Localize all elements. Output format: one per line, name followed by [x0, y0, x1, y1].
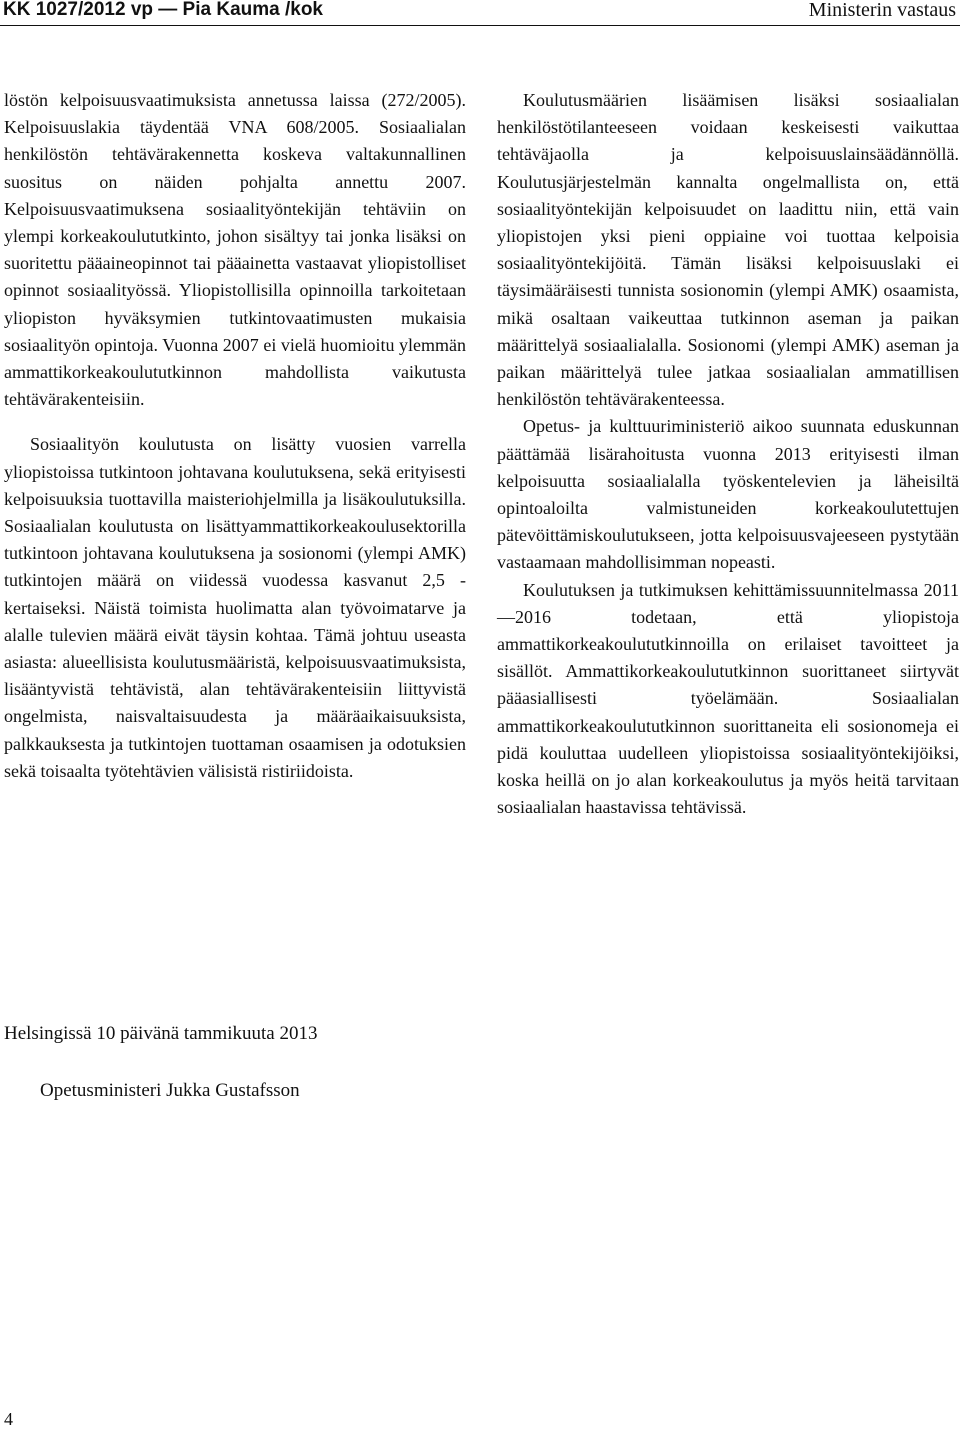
body-paragraph: Koulutuksen ja tutkimuksen kehittämissuunnitelmassa 2011—2016 todetaan, että yliopistoja ammattikorkeakoulututkinnoilla on erilaiset tavoitteet ja sisällöt. Ammattikorkeakoulututkinnon suorittaneet siirtyvät pääasiallisesti työelämään. Sosiaalialan ammattikorkeakoulututkinnon suorittaneita eli sosionomeja ei pidä kouluttaa uudelleen yliopistoissa sosiaalityöntekijöiksi, koska heillä on jo alan korkeakoulutus ja myös heitä tarvitaan sosiaalialan haastavissa tehtävissä. [497, 579, 959, 818]
body-paragraph: Koulutusmäärien lisäämisen lisäksi sosiaalialan henkilöstötilanteeseen voidaan keskeisesti vaikuttaa tehtäväjaolla ja kelpoisuuslainsäädännöllä. Koulutusjärjestelmän kannalta ongelmallista on, että sosiaalityöntekijän kelpoisuudet on laadittu niin, että vain yliopistojen yksi pieni oppiaine voi tuottaa kelpoisia sosiaalityöntekijöitä. Tämän lisäksi kelpoisuuslaki ei täysimääräisesti tunnista sosionomin (ylempi AMK) osaamista, mikä osaltaan vaikeuttaa tutkinnon aseman ja paikan määrittelyä sosiaalialalla. Sosionomi (ylempi AMK) aseman ja paikan määrittelyä tulee jatkaa sosiaalialan ammatillisen henkilöstön tehtävärakenteessa. [497, 90, 959, 410]
document-reference: KK 1027/2012 vp — Pia Kauma /kok [3, 0, 323, 20]
page-header [0, 0, 960, 24]
left-column [4, 87, 466, 785]
body-paragraph: Sosiaalityön koulutusta on lisätty vuosien varrella yliopistoissa tutkintoon johtavana koulutuksena, sekä erityisesti kelpoisuuksia tuottavilla maisteriohjelmilla ja lisäkoulutuksilla. Sosiaalialan koulutusta on lisättyammattikorkeakoulusektorilla tutkintoon johtavana koulutuksena ja sosionomi (ylempi AMK) tutkintojen määrä on viidessä vuodessa kasvanut 2,5 -kertaiseksi. Näistä toimista huolimatta alan työvoimatarve ja alalle tulevien määrä eivät täysin kohtaa. Tämä johtuu useasta asiasta: alueellisista koulutusmääristä, kelpoisuusvaatimuksista, lisääntyvistä tehtävistä, alan tehtävärakenteisiin liittyvistä ongelmista, naisvaltaisuudesta ja määräaikaisuuksista, palkkauksesta ja tutkintojen tuottaman osaamisen ja odotuksien sekä toisaalta työtehtävien välisistä ristiriidoista. [4, 434, 466, 781]
header-divider [0, 25, 960, 26]
signature-signer: Opetusministeri Jukka Gustafsson [40, 1080, 300, 1101]
page-number: 4 [4, 1409, 13, 1429]
signature-place-date: Helsingissä 10 päivänä tammikuuta 2013 [4, 1023, 318, 1044]
section-title: Ministerin vastaus [808, 0, 956, 21]
body-paragraph: löstön kelpoisuusvaatimuksista annetussa laissa (272/2005). Kelpoisuuslakia täydentää VNA 608/2005. Sosiaalialan henkilöstön tehtävärakennetta koskeva valtakunnallinen suositus on näiden pohjalta annettu 2007. Kelpoisuusvaatimuksena sosiaalityöntekijän tehtäviin on ylempi korkeakoulututkinto, johon sisältyy tai jonka lisäksi on suoritettu pääaineopinnot tai pääainetta vastaavat yliopistolliset opinnot sosiaalityössä. Yliopistollisilla opinnoilla tarkoitetaan yliopiston hyväksymien tutkintovaatimusten mukaisia sosiaalityön opintoja. Vuonna 2007 ei vielä huomioitu ylemmän ammattikorkeakoulututkinnon mahdollista vaikutusta tehtävärakenteisiin. [4, 90, 466, 410]
body-paragraph: Opetus- ja kulttuuriministeriö aikoo suunnata eduskunnan päättämää lisärahoitusta vuonna 2013 erityisesti ilman kelpoisuutta sosiaalialalla työskentelevien ja läheisiltä opintoaloilta valmistuneiden korkeakoulutettujen pätevöittämiskoulutukseen, jotta kelpoisuusvajeeseen pystytään vastaamaan mahdollisimman nopeasti. [497, 416, 959, 573]
right-column [497, 87, 959, 821]
